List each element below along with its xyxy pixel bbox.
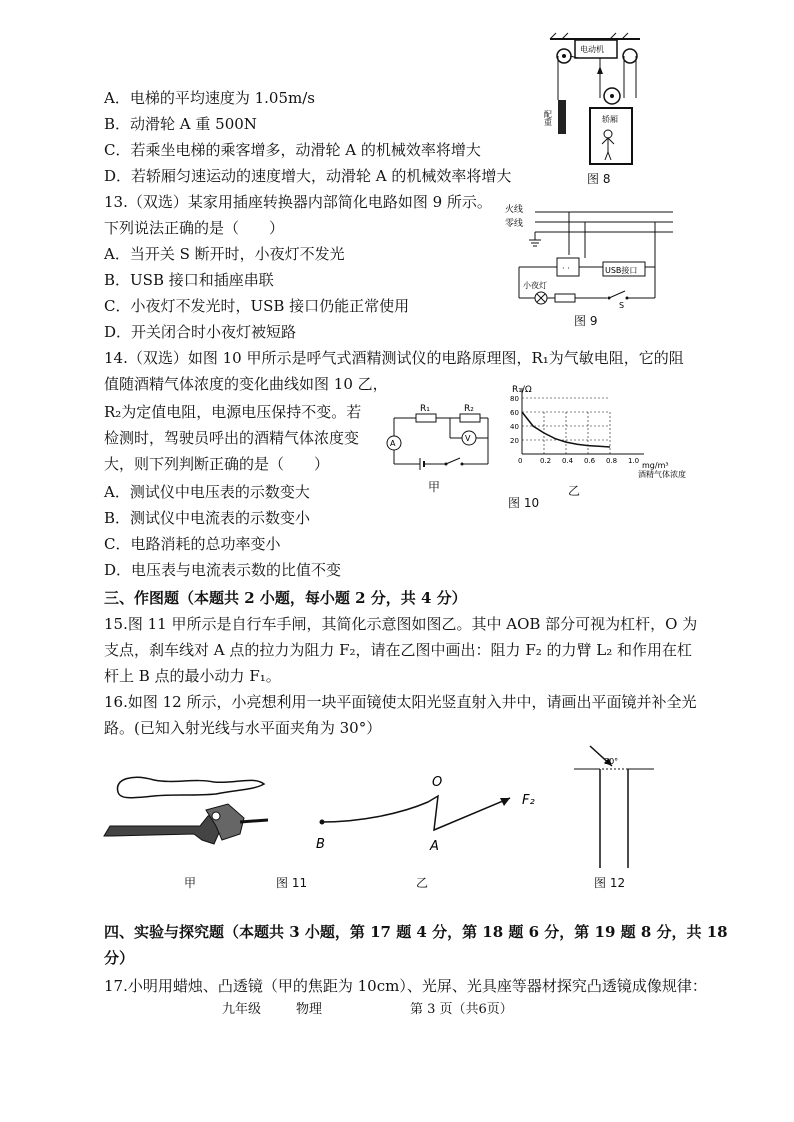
figure-10a-label: 甲 [428, 480, 441, 494]
q15-line1: 15.图 11 甲所示是自行车手闸，其简化示意图如图乙。其中 AOB 部分可视为杠杆，O 为 [104, 615, 698, 633]
graph-y-tick-label: 80 [510, 395, 519, 403]
fig8-car-label: 轿厢 [602, 115, 618, 124]
figure-9-socket-circuit [505, 200, 675, 310]
q15-line3: 杆上 B 点的最小动力 F₁。 [104, 667, 281, 685]
fig10a-r2-label: R₂ [464, 404, 474, 414]
footer-subject: 物理 [296, 1002, 323, 1017]
q14-stem-line1: 14.（双选）如图 10 甲所示是呼气式酒精测试仪的电路原理图，R₁为气敏电阻，它的阻 [104, 349, 684, 367]
q12-option-d: D．若轿厢匀速运动的速度增大，动滑轮 A 的机械效率将增大 [104, 167, 512, 185]
footer-grade: 九年级 [222, 1002, 262, 1017]
figure-8-elevator [543, 38, 640, 168]
graph-x-tick-label: 0.6 [584, 457, 596, 465]
fig10a-ammeter-label: A [390, 439, 396, 448]
q14-stem-line5: 大，则下列判断正确的是（ ） [104, 455, 330, 473]
q14-stem-line2: 值随酒精气体浓度的变化曲线如图 10 乙， [104, 375, 388, 393]
graph-xlabel: 酒精气体浓度 [638, 470, 686, 479]
q14-option-b: B．测试仪中电流表的示数变小 [104, 509, 311, 527]
figure-9-caption: 图 9 [574, 314, 598, 328]
fig10a-r1-label: R₁ [420, 404, 430, 414]
q15-line2: 支点，刹车线对 A 点的拉力为阻力 F₂，请在乙图中画出：阻力 F₂ 的力臂 L₂ 和作用在杠 [104, 641, 693, 659]
figure-11b-label: 乙 [416, 876, 429, 890]
q14-option-a: A．测试仪中电压表的示数变大 [104, 483, 310, 501]
graph-ylabel: R₁/Ω [512, 385, 532, 395]
q14-stem-line4: 检测时，驾驶员呼出的酒精气体浓度变 [104, 429, 360, 447]
q14-option-c: C．电路消耗的总功率变小 [104, 535, 281, 553]
fig10a-voltmeter-label: V [465, 434, 471, 443]
q13-option-c: C．小夜灯不发光时，USB 接口仍能正常使用 [104, 297, 410, 315]
graph-x-unit: mg/m³ [642, 461, 669, 470]
figure-10b-label: 乙 [568, 484, 581, 498]
figure-10b-graph [500, 384, 700, 489]
fig11b-o-label: O [432, 775, 443, 790]
q16-line2: 路。(已知入射光线与水平面夹角为 30°） [104, 719, 382, 737]
q13-stem-line2: 下列说法正确的是（ ） [104, 219, 285, 237]
q13-option-a: A．当开关 S 断开时，小夜灯不发光 [104, 245, 345, 263]
q13-option-d: D．开关闭合时小夜灯被短路 [104, 323, 297, 341]
q13-option-b: B．USB 接口和插座串联 [104, 271, 274, 289]
fig8-counterweight-label: 配重 [543, 110, 553, 126]
q12-option-b: B．动滑轮 A 重 500N [104, 115, 257, 133]
figure-11b-lever-schematic [300, 770, 550, 860]
graph-y-tick-label: 60 [510, 409, 519, 417]
q14-stem-line3: R₂为定值电阻，电源电压保持不变。若 [104, 403, 362, 421]
fig9-live-label: 火线 [505, 205, 524, 215]
fig9-switch-label: S [619, 301, 625, 310]
graph-x-tick-label: 0.4 [562, 457, 574, 465]
figure-12-caption: 图 12 [594, 876, 626, 890]
graph-y-tick-label: 20 [510, 437, 519, 445]
graph-x-tick-label: 1.0 [628, 457, 640, 465]
fig8-motor-label: 电动机 [580, 45, 604, 54]
footer-page: 第 3 页（共6页） [410, 1002, 513, 1017]
q12-option-c: C．若乘坐电梯的乘客增多，动滑轮 A 的机械效率将增大 [104, 141, 481, 159]
q16-line1: 16.如图 12 所示，小亮想利用一块平面镜使太阳光竖直射入井中，请画出平面镜并补全光 [104, 693, 697, 711]
graph-y-tick-label: 40 [510, 423, 519, 431]
figure-10a-circuit [384, 402, 494, 474]
fig9-usb-label: USB接口 [605, 266, 638, 275]
figure-11a-brake-lever [104, 770, 274, 860]
q12-option-a: A．电梯的平均速度为 1.05m/s [104, 89, 315, 107]
svg-text:· ·: · · [562, 264, 570, 273]
fig9-lamp-label: 小夜灯 [523, 281, 547, 290]
section-4-heading-line1: 四、实验与探究题（本题共 3 小题，第 17 题 4 分，第 18 题 6 分，第 19 题 8 分，共 18 [104, 923, 728, 941]
figure-8-caption: 图 8 [587, 172, 611, 186]
figure-12-well [570, 742, 660, 872]
q14-option-d: D．电压表与电流表示数的比值不变 [104, 561, 342, 579]
fig9-neutral-label: 零线 [505, 219, 524, 229]
graph-x-tick-label: 0.2 [540, 457, 552, 465]
figure-11a-label: 甲 [184, 876, 197, 890]
graph-x-tick-label: 0.8 [606, 457, 618, 465]
section-4-heading-line2: 分） [104, 949, 135, 967]
figure-11-caption: 图 11 [276, 876, 308, 890]
fig11b-b-label: B [316, 837, 325, 852]
fig11b-f2-label: F₂ [522, 793, 535, 808]
fig11b-a-label: A [430, 839, 439, 854]
fig12-angle-label: 30° [604, 757, 619, 766]
graph-x-tick-label: 0 [518, 457, 523, 465]
section-3-heading: 三、作图题（本题共 2 小题，每小题 2 分，共 4 分） [104, 589, 467, 607]
q13-stem-line1: 13.（双选）某家用插座转换器内部简化电路如图 9 所示。 [104, 193, 492, 211]
figure-10-caption: 图 10 [508, 496, 540, 510]
q17-stem: 17.小明用蜡烛、凸透镜（甲的焦距为 10cm）、光屏、光具座等器材探究凸透镜成像规律： [104, 977, 707, 995]
